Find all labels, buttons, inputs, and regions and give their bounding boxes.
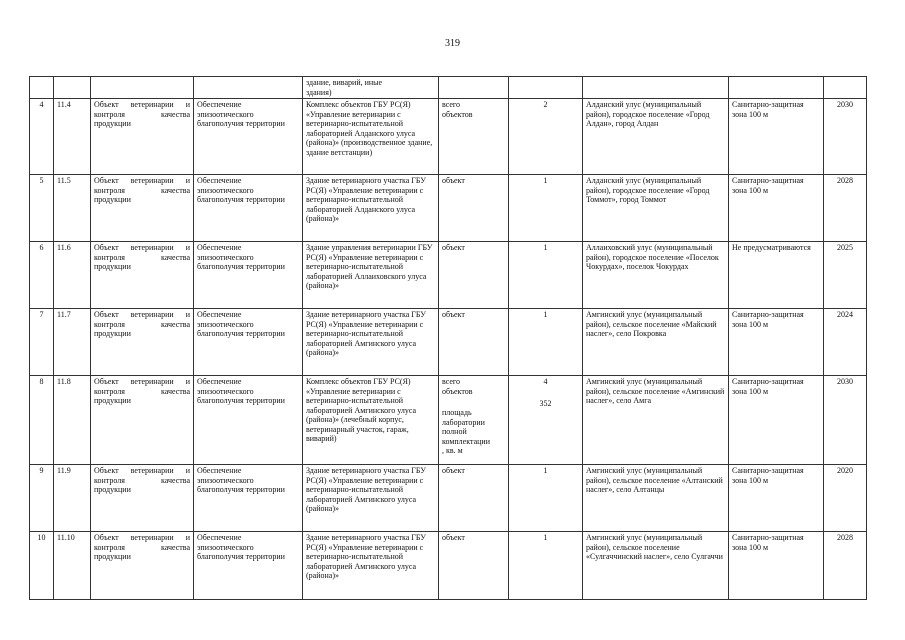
cell-type bbox=[91, 77, 194, 99]
cell-type: Объект ветеринарии и контроля качества продукции bbox=[91, 532, 194, 600]
unit-line: всего bbox=[442, 100, 461, 109]
cell-location: Амгинский улус (муниципальный район), сельское поселение «Алтанский наслег», село Алтанцы bbox=[583, 465, 729, 532]
cell-zone: Санитарно-защитная зона 100 м bbox=[729, 99, 824, 175]
unit-line: объект bbox=[442, 533, 465, 542]
cell-type: Объект ветеринарии и контроля качества продукции bbox=[91, 175, 194, 242]
cell-num bbox=[30, 77, 54, 99]
cell-location: Аллаиховский улус (муниципальный район), городское поселение «Поселок Чокурдах», поселок Чокурдах bbox=[583, 242, 729, 309]
cell-zone: Санитарно-защитная зона 100 м bbox=[729, 309, 824, 376]
cell-year: 2025 bbox=[824, 242, 867, 309]
unit-line: объектов bbox=[442, 109, 473, 119]
cell-zone: Санитарно-защитная зона 100 м bbox=[729, 376, 824, 465]
cell-location: Алданский улус (муниципальный район), городское поселение «Город Алдан», город Алдан bbox=[583, 99, 729, 175]
cell-purpose: Обеспечение эпизоотического благополучия территории bbox=[194, 175, 303, 242]
cell-location bbox=[583, 77, 729, 99]
cell-purpose: Обеспечение эпизоотического благополучия территории bbox=[194, 309, 303, 376]
cell-qty bbox=[509, 532, 583, 600]
cell-code: 11.4 bbox=[54, 99, 91, 175]
cell-zone: Санитарно-защитная зона 100 м bbox=[729, 465, 824, 532]
cell-unit bbox=[439, 242, 509, 309]
cell-type: Объект ветеринарии и контроля качества продукции bbox=[91, 465, 194, 532]
qty-line: 1 bbox=[543, 310, 548, 319]
qty-line: 352 bbox=[539, 398, 552, 408]
cell-unit bbox=[439, 376, 509, 465]
cell-year: 2028 bbox=[824, 532, 867, 600]
cell-year: 2030 bbox=[824, 376, 867, 465]
cell-name: Здание ветеринарного участка ГБУ РС(Я) «Управление ветеринарии с ветеринарно-испытательной лабораторией Амгинского улуса (района)» bbox=[303, 465, 439, 532]
cell-zone bbox=[729, 77, 824, 99]
cell-code: 11.7 bbox=[54, 309, 91, 376]
cell-purpose: Обеспечение эпизоотического благополучия территории bbox=[194, 465, 303, 532]
continuation-row bbox=[30, 77, 867, 99]
cell-year: 2020 bbox=[824, 465, 867, 532]
cell-type: Объект ветеринарии и контроля качества продукции bbox=[91, 99, 194, 175]
cell-type: Объект ветеринарии и контроля качества продукции bbox=[91, 309, 194, 376]
unit-line: комплектации bbox=[442, 436, 490, 446]
cell-unit bbox=[439, 465, 509, 532]
cell-location: Амгинский улус (муниципальный район), сельское поселение «Сулгаччинский наслег», село Сулгаччи bbox=[583, 532, 729, 600]
cell-zone: Санитарно-защитная зона 100 м bbox=[729, 532, 824, 600]
table-row bbox=[30, 465, 867, 532]
cell-name: Здание управления ветеринарии ГБУ РС(Я) «Управление ветеринарии с ветеринарно-испытательной лабораторией Аллаиховского улуса (района)» bbox=[303, 242, 439, 309]
unit-line bbox=[442, 396, 505, 408]
cell-year: 2030 bbox=[824, 99, 867, 175]
cell-unit bbox=[439, 175, 509, 242]
cell-code: 11.5 bbox=[54, 175, 91, 242]
cell-location: Амгинский улус (муниципальный район), сельское поселение «Амгинский наслег», село Амга bbox=[583, 376, 729, 465]
table-row bbox=[30, 242, 867, 309]
cell-code bbox=[54, 77, 91, 99]
cell-unit bbox=[439, 99, 509, 175]
unit-line: объект bbox=[442, 243, 465, 252]
table-row bbox=[30, 376, 867, 465]
cell-purpose: Обеспечение эпизоотического благополучия территории bbox=[194, 99, 303, 175]
continuation-line: здание, виварий, иные bbox=[306, 78, 383, 87]
cell-qty bbox=[509, 77, 583, 99]
cell-code: 11.10 bbox=[54, 532, 91, 600]
table-row bbox=[30, 532, 867, 600]
cell-type: Объект ветеринарии и контроля качества продукции bbox=[91, 242, 194, 309]
qty-line: 1 bbox=[543, 243, 548, 252]
cell-purpose: Обеспечение эпизоотического благополучия территории bbox=[194, 376, 303, 465]
cell-code: 11.8 bbox=[54, 376, 91, 465]
cell-name: Комплекс объектов ГБУ РС(Я) «Управление ветеринарии с ветеринарно-испытательной лабораторией Алданского улуса (района)» (производственное здание, здание ветстанции) bbox=[303, 99, 439, 175]
register-table bbox=[29, 76, 867, 600]
cell-name: Здание ветеринарного участка ГБУ РС(Я) «Управление ветеринарии с ветеринарно-испытательной лабораторией Алданского улуса (района)» bbox=[303, 175, 439, 242]
cell-qty bbox=[509, 175, 583, 242]
cell-year: 2024 bbox=[824, 309, 867, 376]
qty-line: 1 bbox=[543, 466, 548, 475]
cell-num: 10 bbox=[30, 532, 54, 600]
table-row bbox=[30, 99, 867, 175]
cell-zone: Не предусматриваются bbox=[729, 242, 824, 309]
qty-line: 4 bbox=[543, 377, 548, 386]
qty-line: 2 bbox=[543, 100, 548, 109]
cell-name bbox=[303, 77, 439, 99]
unit-line: объект bbox=[442, 176, 465, 185]
unit-line: лаборатории bbox=[442, 417, 485, 427]
cell-code: 11.9 bbox=[54, 465, 91, 532]
unit-line: всего bbox=[442, 377, 461, 386]
cell-qty bbox=[509, 376, 583, 465]
page-number: 319 bbox=[445, 38, 460, 49]
continuation-line: здания) bbox=[306, 87, 332, 97]
cell-qty bbox=[509, 242, 583, 309]
cell-year: 2028 bbox=[824, 175, 867, 242]
register-body bbox=[30, 77, 867, 600]
cell-name: Комплекс объектов ГБУ РС(Я) «Управление ветеринарии с ветеринарно-испытательной лабораторией Амгинского улуса (района)» (лечебный корпус, ветеринарный участок, гараж, виварий) bbox=[303, 376, 439, 465]
unit-line: полной bbox=[442, 427, 467, 436]
unit-line: объект bbox=[442, 466, 465, 475]
cell-type: Объект ветеринарии и контроля качества продукции bbox=[91, 376, 194, 465]
cell-qty bbox=[509, 465, 583, 532]
unit-line: площадь bbox=[442, 408, 472, 417]
cell-num: 4 bbox=[30, 99, 54, 175]
cell-num: 6 bbox=[30, 242, 54, 309]
unit-line: объектов bbox=[442, 386, 473, 396]
cell-num: 8 bbox=[30, 376, 54, 465]
cell-purpose: Обеспечение эпизоотического благополучия территории bbox=[194, 532, 303, 600]
cell-year bbox=[824, 77, 867, 99]
cell-qty bbox=[509, 309, 583, 376]
qty-line: 1 bbox=[543, 176, 548, 185]
qty-line bbox=[512, 387, 579, 399]
cell-zone: Санитарно-защитная зона 100 м bbox=[729, 175, 824, 242]
cell-unit bbox=[439, 309, 509, 376]
table-row bbox=[30, 309, 867, 376]
table-row bbox=[30, 175, 867, 242]
unit-line: , кв. м bbox=[442, 446, 463, 455]
cell-location: Амгинский улус (муниципальный район), сельское поселение «Майский наслег», село Покровка bbox=[583, 309, 729, 376]
cell-unit bbox=[439, 532, 509, 600]
unit-line: объект bbox=[442, 310, 465, 319]
cell-qty bbox=[509, 99, 583, 175]
cell-num: 5 bbox=[30, 175, 54, 242]
cell-num: 7 bbox=[30, 309, 54, 376]
cell-purpose: Обеспечение эпизоотического благополучия территории bbox=[194, 242, 303, 309]
cell-name: Здание ветеринарного участка ГБУ РС(Я) «Управление ветеринарии с ветеринарно-испытательной лабораторией Амгинского улуса (района)» bbox=[303, 532, 439, 600]
cell-location: Алданский улус (муниципальный район), городское поселение «Город Томмот», город Томмот bbox=[583, 175, 729, 242]
cell-num: 9 bbox=[30, 465, 54, 532]
cell-unit bbox=[439, 77, 509, 99]
qty-line: 1 bbox=[543, 533, 548, 542]
cell-code: 11.6 bbox=[54, 242, 91, 309]
cell-name: Здание ветеринарного участка ГБУ РС(Я) «Управление ветеринарии с ветеринарно-испытательной лабораторией Амгинского улуса (района)» bbox=[303, 309, 439, 376]
cell-purpose bbox=[194, 77, 303, 99]
